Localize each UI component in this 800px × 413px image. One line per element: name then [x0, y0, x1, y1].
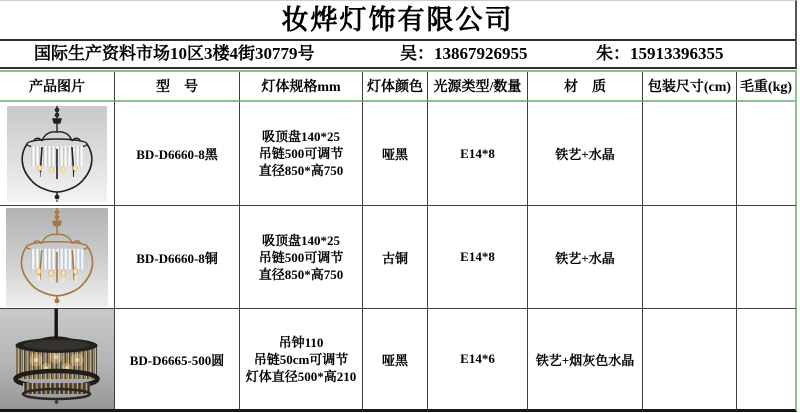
contact-phone-zhu: 朱：15913396355 [596, 44, 724, 63]
spec-line: 吊链500可调节 [258, 249, 344, 265]
gross-weight-cell [737, 309, 797, 412]
material-cell: 铁艺+水晶 [528, 102, 643, 206]
model-cell: BD-D6665-500圆 [115, 309, 240, 412]
header-material: 材 质 [528, 72, 643, 102]
body-color-cell: 哑黑 [363, 309, 428, 412]
package-size-cell [643, 206, 737, 309]
model-cell: BD-D6660-8黑 [115, 102, 240, 206]
gross-weight-cell [737, 102, 797, 206]
body-color-cell: 哑黑 [363, 102, 428, 206]
model-cell: BD-D6660-8铜 [115, 206, 240, 309]
spec-line: 直径850*高750 [258, 266, 344, 282]
product-image-cell [0, 102, 115, 206]
contact-phone-wu: 吴：13867926955 [400, 44, 528, 63]
product-photo-2 [6, 208, 108, 307]
light-source-cell: E14*8 [428, 102, 528, 206]
product-table [0, 70, 797, 412]
spec-cell [240, 206, 363, 309]
round-drum-chandelier-illustration [0, 309, 113, 410]
spec-line: 灯体直径500*高210 [245, 368, 357, 384]
product-photo-3 [0, 309, 114, 409]
contact-band [0, 40, 797, 69]
light-source-cell: E14*8 [428, 206, 528, 309]
spec-cell [240, 309, 363, 412]
spec-cell [240, 102, 363, 206]
gross-weight-cell [737, 206, 797, 309]
material-cell: 铁艺+水晶 [528, 206, 643, 309]
product-image-cell [0, 206, 115, 309]
black-chandelier-illustration [7, 106, 107, 202]
header-gross-weight: 毛重(kg) [737, 72, 797, 102]
package-size-cell [643, 102, 737, 206]
company-name: 妆烨灯饰有限公司 [281, 5, 514, 35]
material-cell: 铁艺+烟灰色水晶 [528, 309, 643, 412]
spec-line: 吊钟110 [278, 334, 324, 350]
header-spec: 灯体规格mm [240, 72, 363, 102]
header-body-color: 灯体颜色 [363, 72, 428, 102]
package-size-cell [643, 309, 737, 412]
light-source-cell: E14*6 [428, 309, 528, 412]
header-product-image: 产品图片 [0, 72, 115, 102]
spec-line: 吊链500可调节 [258, 146, 344, 161]
company-title [0, 0, 797, 41]
spec-line: 吸顶盘140*25 [261, 129, 340, 144]
bronze-chandelier-illustration [6, 208, 108, 307]
product-image-cell [0, 309, 115, 412]
spec-line: 直径850*高750 [258, 163, 344, 178]
spec-line: 吊链50cm可调节 [253, 351, 349, 367]
header-light-source: 光源类型/数量 [428, 72, 528, 102]
company-address: 国际生产资料市场10区3楼4街30779号 [34, 44, 315, 63]
product-photo-1 [7, 106, 107, 202]
spec-line: 吸顶盘140*25 [261, 232, 340, 248]
header-package-size: 包装尺寸(cm) [643, 72, 737, 102]
header-model: 型 号 [115, 72, 240, 102]
body-color-cell: 古铜 [363, 206, 428, 309]
